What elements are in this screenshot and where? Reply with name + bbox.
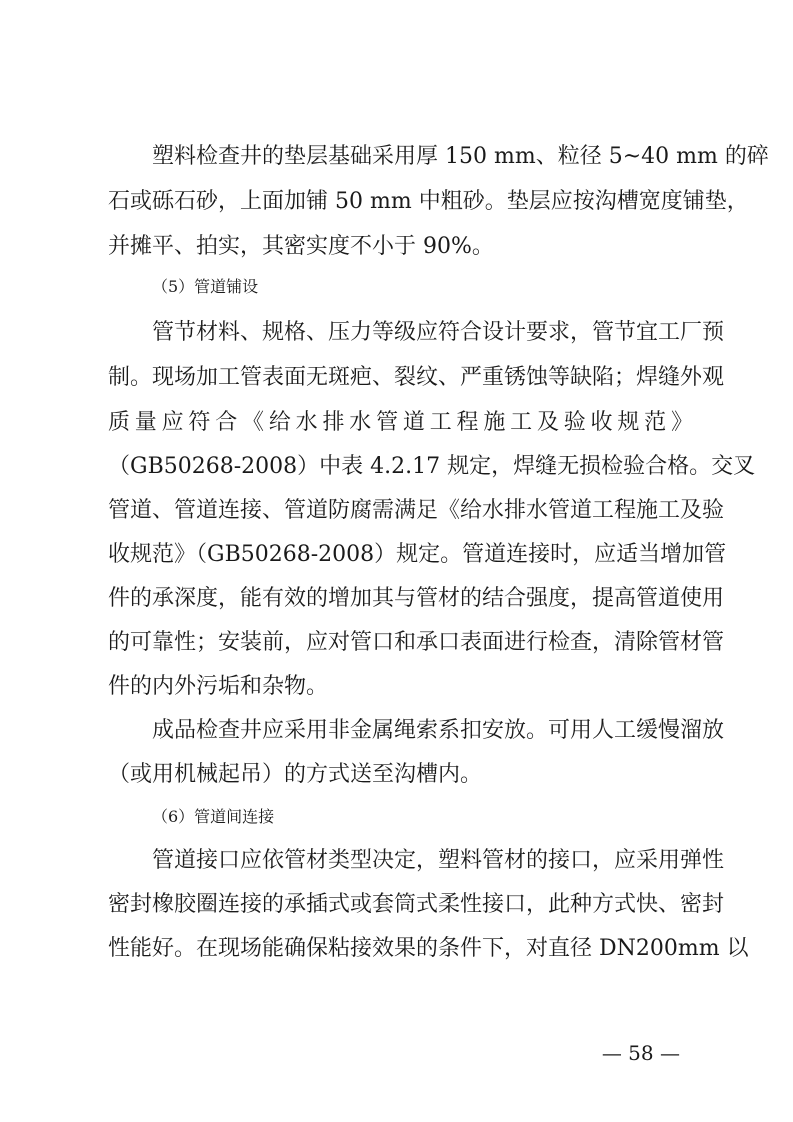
- paragraph-line: 性能好。在现场能确保粘接效果的条件下，对直径 DN200mm 以: [108, 936, 749, 961]
- paragraph-line: 塑料检查井的垫层基础采用厚 150 mm、粒径 5~40 mm 的碎: [152, 144, 769, 169]
- page-number: — 58 —: [601, 1041, 680, 1065]
- paragraph-line: 密封橡胶圈连接的承插式或套筒式柔性接口，此种方式快、密封: [108, 892, 725, 917]
- paragraph-line: 管道、管道连接、管道防腐需满足《给水排水管道工程施工及验: [108, 498, 725, 523]
- paragraph-line: 成品检查井应采用非金属绳索系扣安放。可用人工缓慢溜放: [152, 718, 725, 743]
- paragraph-line: 管道接口应依管材类型决定，塑料管材的接口，应采用弹性: [152, 848, 725, 873]
- paragraph-line: 管节材料、规格、压力等级应符合设计要求，管节宜工厂预: [152, 320, 725, 345]
- paragraph-line: 质量应符合《给水排水管道工程施工及验收规范》: [108, 410, 693, 435]
- paragraph-line: 石或砾石砂，上面加铺 50 mm 中粗砂。垫层应按沟槽宽度铺垫，: [108, 189, 749, 214]
- paragraph-line: 收规范》（GB50268-2008）规定。管道连接时，应适当增加管: [108, 542, 727, 567]
- paragraph-line: （或用机械起吊）的方式送至沟槽内。: [108, 762, 483, 787]
- paragraph-line: （GB50268-2008）中表 4.2.17 规定，焊缝无损检验合格。交叉: [108, 454, 756, 479]
- paragraph-line: 件的承深度，能有效的增加其与管材的结合强度，提高管道使用: [108, 586, 725, 611]
- paragraph-line: 的可靠性；安装前，应对管口和承口表面进行检查，清除管材管: [108, 630, 725, 655]
- section-heading-5: （5）管道铺设: [152, 277, 259, 296]
- paragraph-line: 制。现场加工管表面无斑疤、裂纹、严重锈蚀等缺陷；焊缝外观: [108, 365, 725, 390]
- paragraph-line: 并摊平、拍实，其密实度不小于 90%。: [108, 234, 494, 259]
- paragraph-line: 件的内外污垢和杂物。: [108, 674, 329, 699]
- section-heading-6: （6）管道间连接: [152, 807, 275, 826]
